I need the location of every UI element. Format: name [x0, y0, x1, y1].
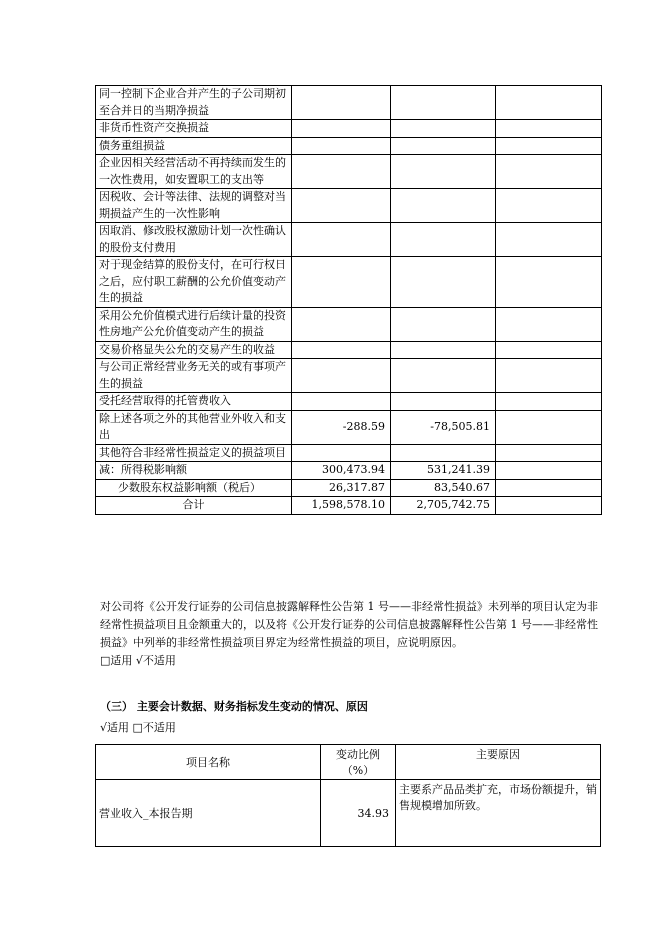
header-item-name: 项目名称 [96, 745, 321, 780]
note-cell [496, 257, 602, 308]
note-cell [496, 307, 602, 341]
row-label: 因取消、修改股权激励计划一次性确认的股份支付费用 [96, 223, 292, 257]
value-current: 26,317.87 [292, 479, 391, 497]
value-prior [391, 393, 496, 411]
value-current [292, 307, 391, 341]
table-row [96, 120, 602, 138]
table-row [96, 155, 602, 189]
value-prior [391, 341, 496, 359]
table-row [96, 393, 602, 411]
applicability-option: √适用 □不适用 [100, 721, 176, 734]
value-prior: 531,241.39 [391, 462, 496, 480]
value-prior [391, 223, 496, 257]
note-cell [496, 223, 602, 257]
table-row [96, 780, 601, 847]
note-cell [496, 155, 602, 189]
table-row [96, 307, 602, 341]
applicability-option: □适用 √不适用 [100, 654, 176, 667]
note-cell [496, 497, 602, 515]
value-current: 300,473.94 [292, 462, 391, 480]
value-prior [391, 444, 496, 462]
value-current [292, 257, 391, 308]
note-cell [496, 189, 602, 223]
row-label: 除上述各项之外的其他营业外收入和支出 [96, 410, 292, 444]
value-current [292, 223, 391, 257]
note-cell [496, 120, 602, 138]
change-ratio: 34.93 [321, 780, 396, 847]
row-label: 非货币性资产交换损益 [96, 120, 292, 138]
section-heading: （三） 主要会计数据、财务指标发生变动的情况、原因 [100, 700, 368, 713]
item-name: 营业收入_本报告期 [96, 780, 321, 847]
value-current [292, 120, 391, 138]
value-current: 1,598,578.10 [292, 497, 391, 515]
row-label: 与公司正常经营业务无关的或有事项产生的损益 [96, 359, 292, 393]
table-row [96, 462, 602, 480]
row-label: 因税收、会计等法律、法规的调整对当期损益产生的一次性影响 [96, 189, 292, 223]
main-reason: 主要系产品品类扩充，市场份额提升，销售规模增加所致。 [396, 780, 601, 847]
value-current [292, 86, 391, 120]
value-current [292, 189, 391, 223]
row-label: 合计 [96, 497, 292, 515]
table-row [96, 223, 602, 257]
note-cell [496, 444, 602, 462]
value-current [292, 155, 391, 189]
value-prior [391, 257, 496, 308]
value-prior: 2,705,742.75 [391, 497, 496, 515]
value-prior [391, 155, 496, 189]
row-label: 采用公允价值模式进行后续计量的投资性房地产公允价值变动产生的损益 [96, 307, 292, 341]
table-row [96, 359, 602, 393]
value-current [292, 393, 391, 411]
table-row [96, 257, 602, 308]
table-row-total [96, 497, 602, 515]
note-cell [496, 410, 602, 444]
row-label: 受托经营取得的托管费收入 [96, 393, 292, 411]
row-label: 债务重组损益 [96, 137, 292, 155]
value-prior [391, 189, 496, 223]
table-header-row [96, 745, 601, 780]
table-row [96, 86, 602, 120]
value-prior [391, 137, 496, 155]
header-change-ratio: 变动比例（%） [321, 745, 396, 780]
row-label: 少数股东权益影响额（税后） [96, 479, 292, 497]
row-label: 减：所得税影响额 [96, 462, 292, 480]
note-cell [496, 137, 602, 155]
table-row [96, 189, 602, 223]
row-label: 对于现金结算的股份支付，在可行权日之后，应付职工薪酬的公允价值变动产生的损益 [96, 257, 292, 308]
table-row [96, 410, 602, 444]
value-current [292, 444, 391, 462]
note-cell [496, 393, 602, 411]
value-current [292, 137, 391, 155]
note-paragraph: 对公司将《公开发行证券的公司信息披露解释性公告第 1 号——非经常性损益》未列举的项目认定为非经常性损益项目且金额重大的，以及将《公开发行证券的公司信息披露解释性公告第 1 号——非经常性损益》中列举的非经常性损益项目界定为经常性损益的项目，应说明原因。 [100, 600, 598, 649]
row-label: 交易价格显失公允的交易产生的收益 [96, 341, 292, 359]
value-prior [391, 120, 496, 138]
row-label: 企业因相关经营活动不再持续而发生的一次性费用，如安置职工的支出等 [96, 155, 292, 189]
value-prior [391, 86, 496, 120]
note-cell [496, 479, 602, 497]
note-cell [496, 341, 602, 359]
row-label: 同一控制下企业合并产生的子公司期初至合并日的当期净损益 [96, 86, 292, 120]
table-row [96, 137, 602, 155]
changes-table [95, 744, 601, 847]
value-current [292, 341, 391, 359]
table-row [96, 479, 602, 497]
note-cell [496, 359, 602, 393]
row-label: 其他符合非经常性损益定义的损益项目 [96, 444, 292, 462]
value-prior: 83,540.67 [391, 479, 496, 497]
table-row [96, 444, 602, 462]
non-recurring-gains-table [95, 85, 602, 515]
value-current: -288.59 [292, 410, 391, 444]
value-current [292, 359, 391, 393]
note-cell [496, 462, 602, 480]
value-prior [391, 359, 496, 393]
value-prior [391, 307, 496, 341]
value-prior: -78,505.81 [391, 410, 496, 444]
note-cell [496, 86, 602, 120]
table-row [96, 341, 602, 359]
header-main-reason: 主要原因 [396, 745, 601, 780]
